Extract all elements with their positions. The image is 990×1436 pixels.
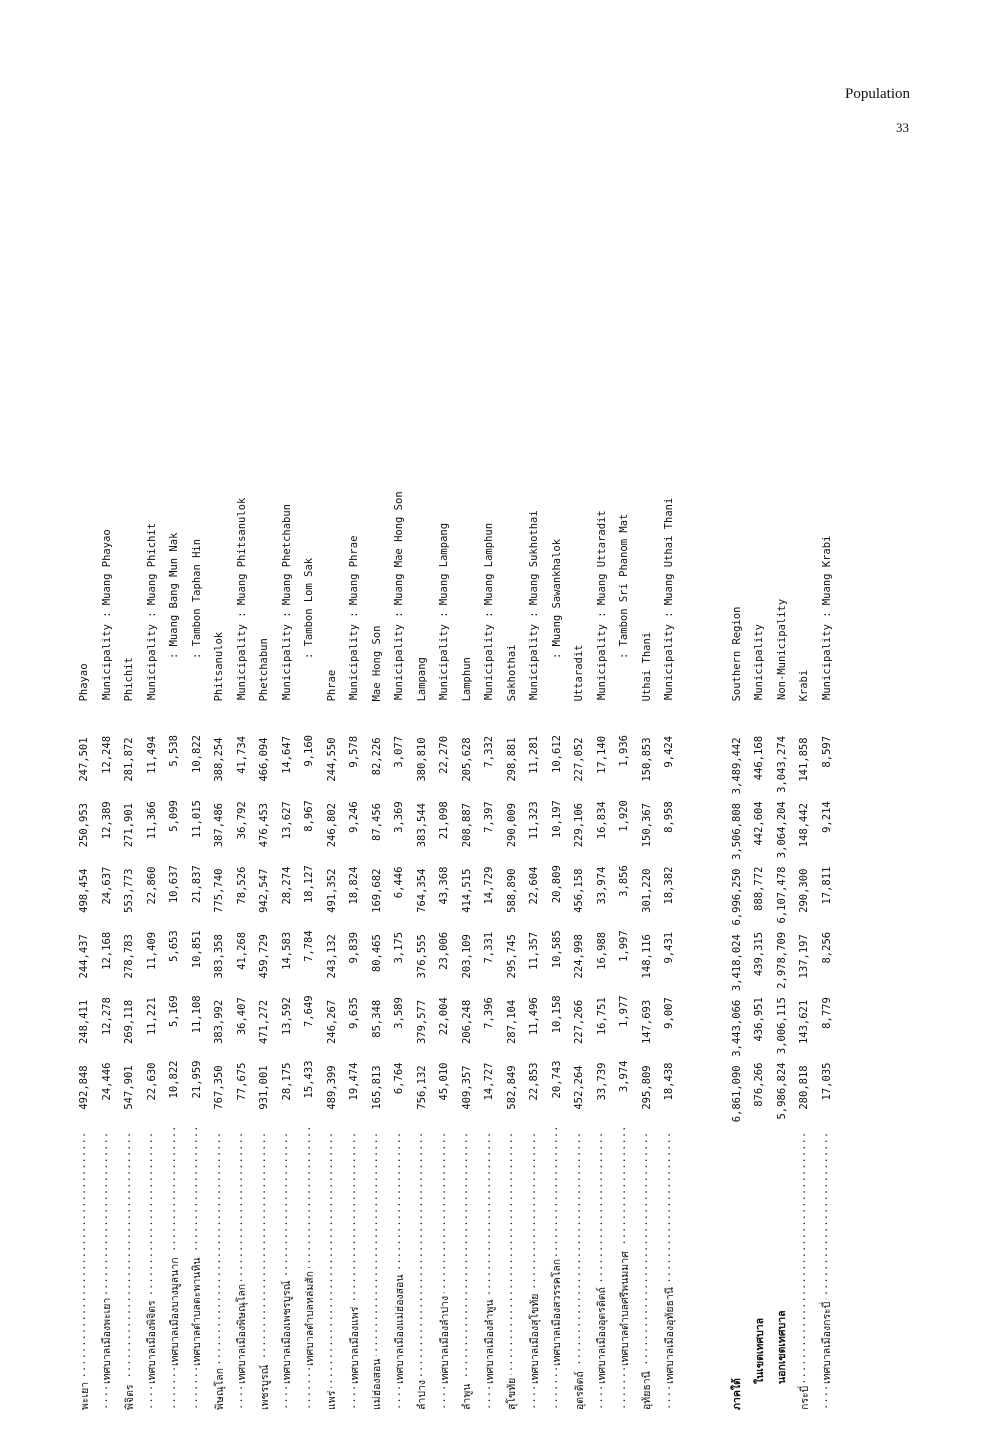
- population-value: 9,839: [348, 931, 361, 964]
- population-value: 18,824: [348, 866, 361, 905]
- population-value: 21,098: [438, 801, 451, 840]
- population-value: 2,978,709: [775, 931, 788, 989]
- thai-label: เทศบาลเมืองพะเยา .....: [98, 1124, 115, 1410]
- population-value: 18,127: [303, 865, 316, 904]
- population-value: 14,727: [483, 1062, 496, 1101]
- page-number: 33: [896, 120, 909, 135]
- population-value: 376,555: [415, 934, 428, 979]
- population-value: 10,612: [550, 735, 563, 773]
- population-value: 3,043,274: [775, 735, 788, 793]
- table-row: [591, 410, 614, 1410]
- english-label: Phayao: [78, 663, 91, 702]
- thai-label: เทศบาลเมืองพิจิตร .....: [143, 1124, 160, 1410]
- population-value: 17,140: [595, 735, 608, 774]
- population-value: 11,281: [528, 735, 541, 774]
- population-value: 41,734: [235, 735, 248, 774]
- population-value: 8,967: [303, 800, 316, 832]
- population-value: 206,248: [460, 999, 473, 1045]
- population-value: 8,958: [663, 801, 676, 833]
- english-label: Municipality : Muang Sukhothai: [528, 510, 541, 700]
- population-value: 452,264: [573, 1065, 586, 1110]
- population-value: 876,266: [753, 1062, 766, 1107]
- population-value: 280,818: [798, 1065, 811, 1110]
- population-value: 3,443,066: [730, 999, 743, 1057]
- english-label: Sakhothai: [505, 644, 518, 702]
- population-value: 383,992: [213, 999, 226, 1045]
- population-value: 137,197: [798, 934, 811, 979]
- population-value: 3,506,808: [730, 803, 743, 860]
- table-spacer: [681, 410, 726, 1410]
- population-value: 141,858: [798, 737, 811, 782]
- population-value: 17,035: [820, 1062, 833, 1101]
- population-value: 16,751: [595, 997, 608, 1036]
- population-value: 87,456: [370, 803, 383, 841]
- population-value: 414,515: [460, 868, 473, 913]
- english-label: Municipality : Muang Phitsanulok: [235, 497, 248, 700]
- population-value: 244,437: [78, 934, 91, 979]
- population-value: 227,052: [573, 737, 586, 782]
- population-value: 3,006,115: [775, 997, 788, 1055]
- population-value: 5,099: [168, 800, 181, 832]
- population-value: 43,368: [438, 866, 451, 905]
- population-value: 229,106: [573, 803, 586, 848]
- thai-label: เทศบาลเมืองสวรรคโลก .....: [548, 1122, 565, 1410]
- population-value: 7,649: [303, 995, 316, 1028]
- population-value: 14,729: [483, 866, 496, 905]
- thai-label: เทศบาลเมืองกระบี่ .....: [818, 1124, 835, 1410]
- population-value: 11,496: [528, 997, 541, 1036]
- population-value: 6,446: [393, 866, 406, 899]
- population-value: 1,997: [618, 930, 631, 962]
- english-label: Municipality : Muang Phayao: [100, 529, 113, 700]
- population-value: 290,009: [505, 803, 518, 848]
- population-value: 446,168: [753, 735, 766, 781]
- population-value: 3,175: [393, 931, 406, 964]
- population-value: 203,109: [460, 934, 473, 979]
- population-value: 7,331: [483, 931, 496, 964]
- population-value: 11,409: [145, 931, 158, 970]
- table-row: [568, 410, 591, 1410]
- population-value: 19,474: [348, 1062, 361, 1101]
- population-value: 3,589: [393, 997, 406, 1029]
- english-label: Lamphun: [460, 657, 473, 702]
- english-label: : Muang Bang Mun Nak: [168, 532, 181, 660]
- thai-label: พิจิตร .....: [121, 1127, 138, 1410]
- table-row: [546, 410, 569, 1410]
- population-value: 45,010: [438, 1062, 451, 1101]
- population-value: 10,158: [550, 995, 563, 1034]
- thai-label: เทศบาลเมืองบางมูลนาก .....: [166, 1122, 183, 1410]
- table-row: [478, 410, 501, 1410]
- table-row: [231, 410, 254, 1410]
- population-value: 383,544: [415, 803, 428, 848]
- population-value: 6,996,250: [730, 868, 743, 926]
- population-value: 22,630: [145, 1062, 158, 1101]
- population-value: 409,357: [460, 1065, 473, 1110]
- table-row: [411, 410, 434, 1410]
- population-value: 5,653: [168, 930, 181, 962]
- population-value: 224,998: [573, 934, 586, 979]
- population-value: 20,743: [550, 1060, 563, 1099]
- table-row: [118, 410, 141, 1410]
- thai-label: เทศบาลเมืองสุโขทัย .....: [526, 1124, 543, 1410]
- table-row: [771, 410, 794, 1410]
- population-value: 9,578: [348, 735, 361, 768]
- population-value: 10,197: [550, 800, 563, 839]
- population-value: 22,860: [145, 866, 158, 905]
- population-value: 295,809: [640, 1065, 653, 1110]
- population-value: 764,354: [415, 868, 428, 913]
- population-value: 13,592: [280, 997, 293, 1036]
- population-value: 148,116: [640, 934, 653, 979]
- population-value: 290,300: [798, 868, 811, 913]
- population-value: 459,729: [258, 934, 271, 979]
- english-label: Uttaradit: [573, 644, 586, 702]
- population-value: 888,772: [753, 866, 766, 911]
- population-value: 15,433: [303, 1060, 316, 1099]
- population-value: 16,988: [595, 931, 608, 970]
- table-row: [388, 410, 411, 1410]
- population-value: 3,856: [618, 865, 631, 897]
- thai-label: สุโขทัย .....: [503, 1127, 520, 1410]
- thai-label: อุตรดิตถ์ .....: [571, 1127, 588, 1410]
- table-row: [613, 410, 636, 1410]
- population-value: 150,367: [640, 803, 653, 848]
- population-value: 36,407: [235, 997, 248, 1036]
- english-label: Phetchabun: [258, 638, 271, 702]
- population-value: 10,637: [168, 865, 181, 904]
- population-value: 208,887: [460, 803, 473, 848]
- table-row: [186, 410, 209, 1410]
- population-value: 12,389: [100, 801, 113, 840]
- thai-label: นอกเขตเทศบาล: [773, 1124, 790, 1410]
- population-value: 5,538: [168, 735, 181, 767]
- table-row: [343, 410, 366, 1410]
- population-value: 278,783: [123, 934, 136, 979]
- table-row: [141, 410, 164, 1410]
- population-value: 18,382: [663, 866, 676, 905]
- thai-label: แม่ฮ่องสอน .....: [368, 1127, 385, 1410]
- population-value: 379,577: [415, 999, 428, 1045]
- thai-label: เทศบาลเมืองเพชรบูรณ์ .....: [278, 1124, 295, 1410]
- population-value: 12,278: [100, 997, 113, 1036]
- population-value: 9,160: [303, 735, 316, 767]
- population-value: 582,849: [505, 1065, 518, 1110]
- population-value: 931,001: [258, 1065, 271, 1110]
- population-value: 8,597: [820, 735, 833, 768]
- population-value: 295,745: [505, 934, 518, 979]
- english-label: Southern Region: [730, 606, 743, 702]
- english-label: Uthai Thani: [640, 631, 653, 702]
- population-value: 5,169: [168, 995, 181, 1028]
- population-value: 3,064,204: [775, 801, 788, 859]
- table-row: [276, 410, 299, 1410]
- thai-label: พิษณุโลก .....: [211, 1127, 228, 1410]
- population-value: 588,890: [505, 868, 518, 913]
- population-value: 17,811: [820, 866, 833, 905]
- population-value: 3,077: [393, 735, 406, 768]
- thai-label: ภาคใต้: [728, 1127, 745, 1410]
- thai-label: เทศบาลตำบลตะพานหิน .....: [188, 1122, 205, 1410]
- population-value: 10,822: [168, 1060, 181, 1099]
- english-label: Krabi: [798, 669, 811, 702]
- population-value: 456,158: [573, 868, 586, 913]
- population-value: 248,411: [78, 999, 91, 1045]
- english-label: Phitsanulok: [213, 631, 226, 702]
- population-value: 9,431: [663, 931, 676, 964]
- english-label: : Tambon Taphan Hin: [190, 538, 203, 660]
- population-value: 10,851: [190, 930, 203, 969]
- population-value: 82,226: [370, 737, 383, 776]
- population-value: 3,489,442: [730, 737, 743, 795]
- thai-label: พะเยา .....: [76, 1127, 93, 1410]
- population-value: 287,104: [505, 999, 518, 1045]
- population-value: 11,323: [528, 801, 541, 840]
- population-value: 11,015: [190, 800, 203, 839]
- population-value: 489,399: [325, 1065, 338, 1110]
- population-value: 21,959: [190, 1060, 203, 1099]
- population-value: 12,248: [100, 735, 113, 774]
- population-value: 11,108: [190, 995, 203, 1034]
- population-value: 439,315: [753, 931, 766, 977]
- english-label: : Tambon Sri Phanom Mat: [618, 513, 631, 660]
- english-label: Lampang: [415, 657, 428, 702]
- english-label: Municipality : Muang Krabi: [820, 535, 833, 700]
- population-value: 281,872: [123, 737, 136, 782]
- population-value: 28,274: [280, 866, 293, 905]
- population-value: 22,604: [528, 866, 541, 905]
- population-value: 388,254: [213, 737, 226, 782]
- population-value: 471,272: [258, 999, 271, 1045]
- population-value: 33,974: [595, 866, 608, 905]
- population-value: 28,175: [280, 1062, 293, 1101]
- population-value: 7,784: [303, 930, 316, 962]
- population-value: 80,465: [370, 934, 383, 973]
- population-value: 380,810: [415, 737, 428, 782]
- population-value: 8,256: [820, 931, 833, 964]
- population-value: 466,094: [258, 737, 271, 782]
- thai-label: เทศบาลเมืองลำปาง .....: [436, 1124, 453, 1410]
- population-value: 16,834: [595, 801, 608, 840]
- population-value: 22,853: [528, 1062, 541, 1101]
- population-value: 78,526: [235, 866, 248, 905]
- thai-label: อุทัยธานี .....: [638, 1127, 655, 1410]
- population-value: 9,214: [820, 801, 833, 833]
- population-value: 7,332: [483, 735, 496, 768]
- population-value: 1,920: [618, 800, 631, 832]
- population-value: 491,352: [325, 868, 338, 913]
- population-value: 244,550: [325, 737, 338, 782]
- population-value: 21,837: [190, 865, 203, 904]
- population-value: 9,007: [663, 997, 676, 1029]
- population-value: 205,628: [460, 737, 473, 782]
- population-value: 9,424: [663, 735, 676, 768]
- population-value: 77,675: [235, 1062, 248, 1101]
- population-value: 9,635: [348, 997, 361, 1029]
- table-row: [208, 410, 231, 1410]
- population-value: 148,442: [798, 803, 811, 848]
- population-value: 767,350: [213, 1065, 226, 1110]
- thai-label: ในเขตเทศบาล: [751, 1124, 768, 1410]
- population-value: 13,627: [280, 801, 293, 840]
- population-value: 269,118: [123, 999, 136, 1045]
- thai-label: เทศบาลเมืองแพร่ .....: [346, 1124, 363, 1410]
- population-value: 5,986,824: [775, 1062, 788, 1120]
- population-value: 23,006: [438, 931, 451, 970]
- table-row: [433, 410, 456, 1410]
- table-row: [523, 410, 546, 1410]
- english-label: Phrae: [325, 669, 338, 702]
- english-label: Municipality: [753, 624, 766, 700]
- english-label: : Muang Sawankhalok: [550, 538, 563, 660]
- thai-label: ลำพูน .....: [458, 1127, 475, 1410]
- thai-label: ลำปาง .....: [413, 1127, 430, 1410]
- english-label: : Tambon Lom Sak: [303, 557, 316, 660]
- english-label: Municipality : Muang Uthai Thani: [663, 497, 676, 700]
- table-row: [96, 410, 119, 1410]
- thai-label: กระบี่ .....: [796, 1127, 813, 1410]
- population-value: 498,454: [78, 868, 91, 913]
- population-value: 6,107,478: [775, 866, 788, 924]
- thai-label: เทศบาลเมืองแม่ฮ่องสอน .....: [391, 1124, 408, 1410]
- thai-label: เทศบาลเมืองลำพูน .....: [481, 1124, 498, 1410]
- population-value: 775,740: [213, 868, 226, 913]
- population-value: 12,168: [100, 931, 113, 970]
- table-row: [816, 410, 839, 1410]
- population-value: 11,357: [528, 931, 541, 970]
- population-value: 6,764: [393, 1062, 406, 1095]
- table-row: [163, 410, 186, 1410]
- thai-label: เพชรบูรณ์ .....: [256, 1127, 273, 1410]
- population-value: 1,936: [618, 735, 631, 767]
- population-value: 942,547: [258, 868, 271, 913]
- english-label: Municipality : Muang Lamphun: [483, 522, 496, 700]
- english-label: Municipality : Muang Phrae: [348, 535, 361, 700]
- population-value: 246,802: [325, 803, 338, 848]
- table-row: [793, 410, 816, 1410]
- english-label: Phichit: [123, 657, 136, 702]
- english-label: Municipality : Muang Phetchabun: [280, 504, 293, 700]
- population-value: 243,132: [325, 934, 338, 979]
- population-value: 143,621: [798, 999, 811, 1045]
- population-value: 553,773: [123, 868, 136, 913]
- population-value: 165,813: [370, 1065, 383, 1110]
- table-row: [501, 410, 524, 1410]
- population-value: 9,246: [348, 801, 361, 833]
- table-row: [456, 410, 479, 1410]
- thai-label: เทศบาลเมืองอุทัยธานี .....: [661, 1124, 678, 1410]
- population-table: [73, 410, 834, 1410]
- thai-label: เทศบาลเมืองพิษณุโลก .....: [233, 1124, 250, 1410]
- population-value: 387,486: [213, 803, 226, 848]
- page-header-title: Population: [844, 86, 910, 102]
- population-value: 250,953: [78, 803, 91, 848]
- population-value: 85,348: [370, 999, 383, 1038]
- population-value: 271,901: [123, 803, 136, 848]
- table-row: [298, 410, 321, 1410]
- population-value: 301,220: [640, 868, 653, 913]
- population-value: 3,974: [618, 1060, 631, 1093]
- population-value: 150,853: [640, 737, 653, 782]
- population-value: 3,418,024: [730, 934, 743, 992]
- table-row: [636, 410, 659, 1410]
- table-row: [658, 410, 681, 1410]
- table-row: [366, 410, 389, 1410]
- population-value: 476,453: [258, 803, 271, 848]
- thai-label: เทศบาลตำบลหล่มสัก .....: [301, 1122, 318, 1410]
- population-value: 18,438: [663, 1062, 676, 1101]
- population-value: 169,682: [370, 868, 383, 913]
- population-value: 227,266: [573, 999, 586, 1045]
- population-value: 383,358: [213, 934, 226, 979]
- thai-label: เทศบาลตำบลศรีพนมมาศ .....: [616, 1122, 633, 1410]
- population-value: 7,397: [483, 801, 496, 833]
- population-value: 14,583: [280, 931, 293, 970]
- population-value: 41,268: [235, 931, 248, 970]
- population-value: 36,792: [235, 801, 248, 840]
- population-value: 436,951: [753, 997, 766, 1042]
- population-value: 247,501: [78, 737, 91, 782]
- thai-label: เทศบาลเมืองอุตรดิตถ์ .....: [593, 1124, 610, 1410]
- table-row: [726, 410, 749, 1410]
- population-value: 11,366: [145, 801, 158, 840]
- population-value: 6,861,090: [730, 1065, 743, 1123]
- english-label: Municipality : Muang Uttaradit: [595, 510, 608, 700]
- population-value: 11,221: [145, 997, 158, 1036]
- population-value: 442,604: [753, 801, 766, 846]
- table-row: [253, 410, 276, 1410]
- population-value: 10,585: [550, 930, 563, 969]
- table-row: [321, 410, 344, 1410]
- population-value: 8,779: [820, 997, 833, 1029]
- population-value: 147,693: [640, 999, 653, 1045]
- population-value: 492,848: [78, 1065, 91, 1110]
- population-value: 14,647: [280, 735, 293, 774]
- population-value: 246,267: [325, 999, 338, 1045]
- population-value: 547,901: [123, 1065, 136, 1110]
- population-value: 298,881: [505, 737, 518, 782]
- english-label: Municipality : Muang Phichit: [145, 522, 158, 700]
- english-label: Municipality : Muang Mae Hong Son: [393, 491, 406, 700]
- population-value: 22,270: [438, 735, 451, 774]
- population-value: 22,004: [438, 997, 451, 1036]
- population-value: 10,822: [190, 735, 203, 773]
- population-value: 756,132: [415, 1065, 428, 1110]
- population-value: 33,739: [595, 1062, 608, 1101]
- table-row: [748, 410, 771, 1410]
- population-value: 3,369: [393, 801, 406, 833]
- population-value: 24,446: [100, 1062, 113, 1101]
- english-label: Mae Hong Son: [370, 625, 383, 702]
- table-row: [73, 410, 96, 1410]
- english-label: Non-Municipality: [775, 598, 788, 700]
- population-value: 1,977: [618, 995, 631, 1028]
- english-label: Municipality : Muang Lampang: [438, 522, 451, 700]
- population-value: 7,396: [483, 997, 496, 1029]
- population-value: 20,809: [550, 865, 563, 904]
- population-value: 24,637: [100, 866, 113, 905]
- population-value: 11,494: [145, 735, 158, 774]
- thai-label: แพร่ .....: [323, 1127, 340, 1410]
